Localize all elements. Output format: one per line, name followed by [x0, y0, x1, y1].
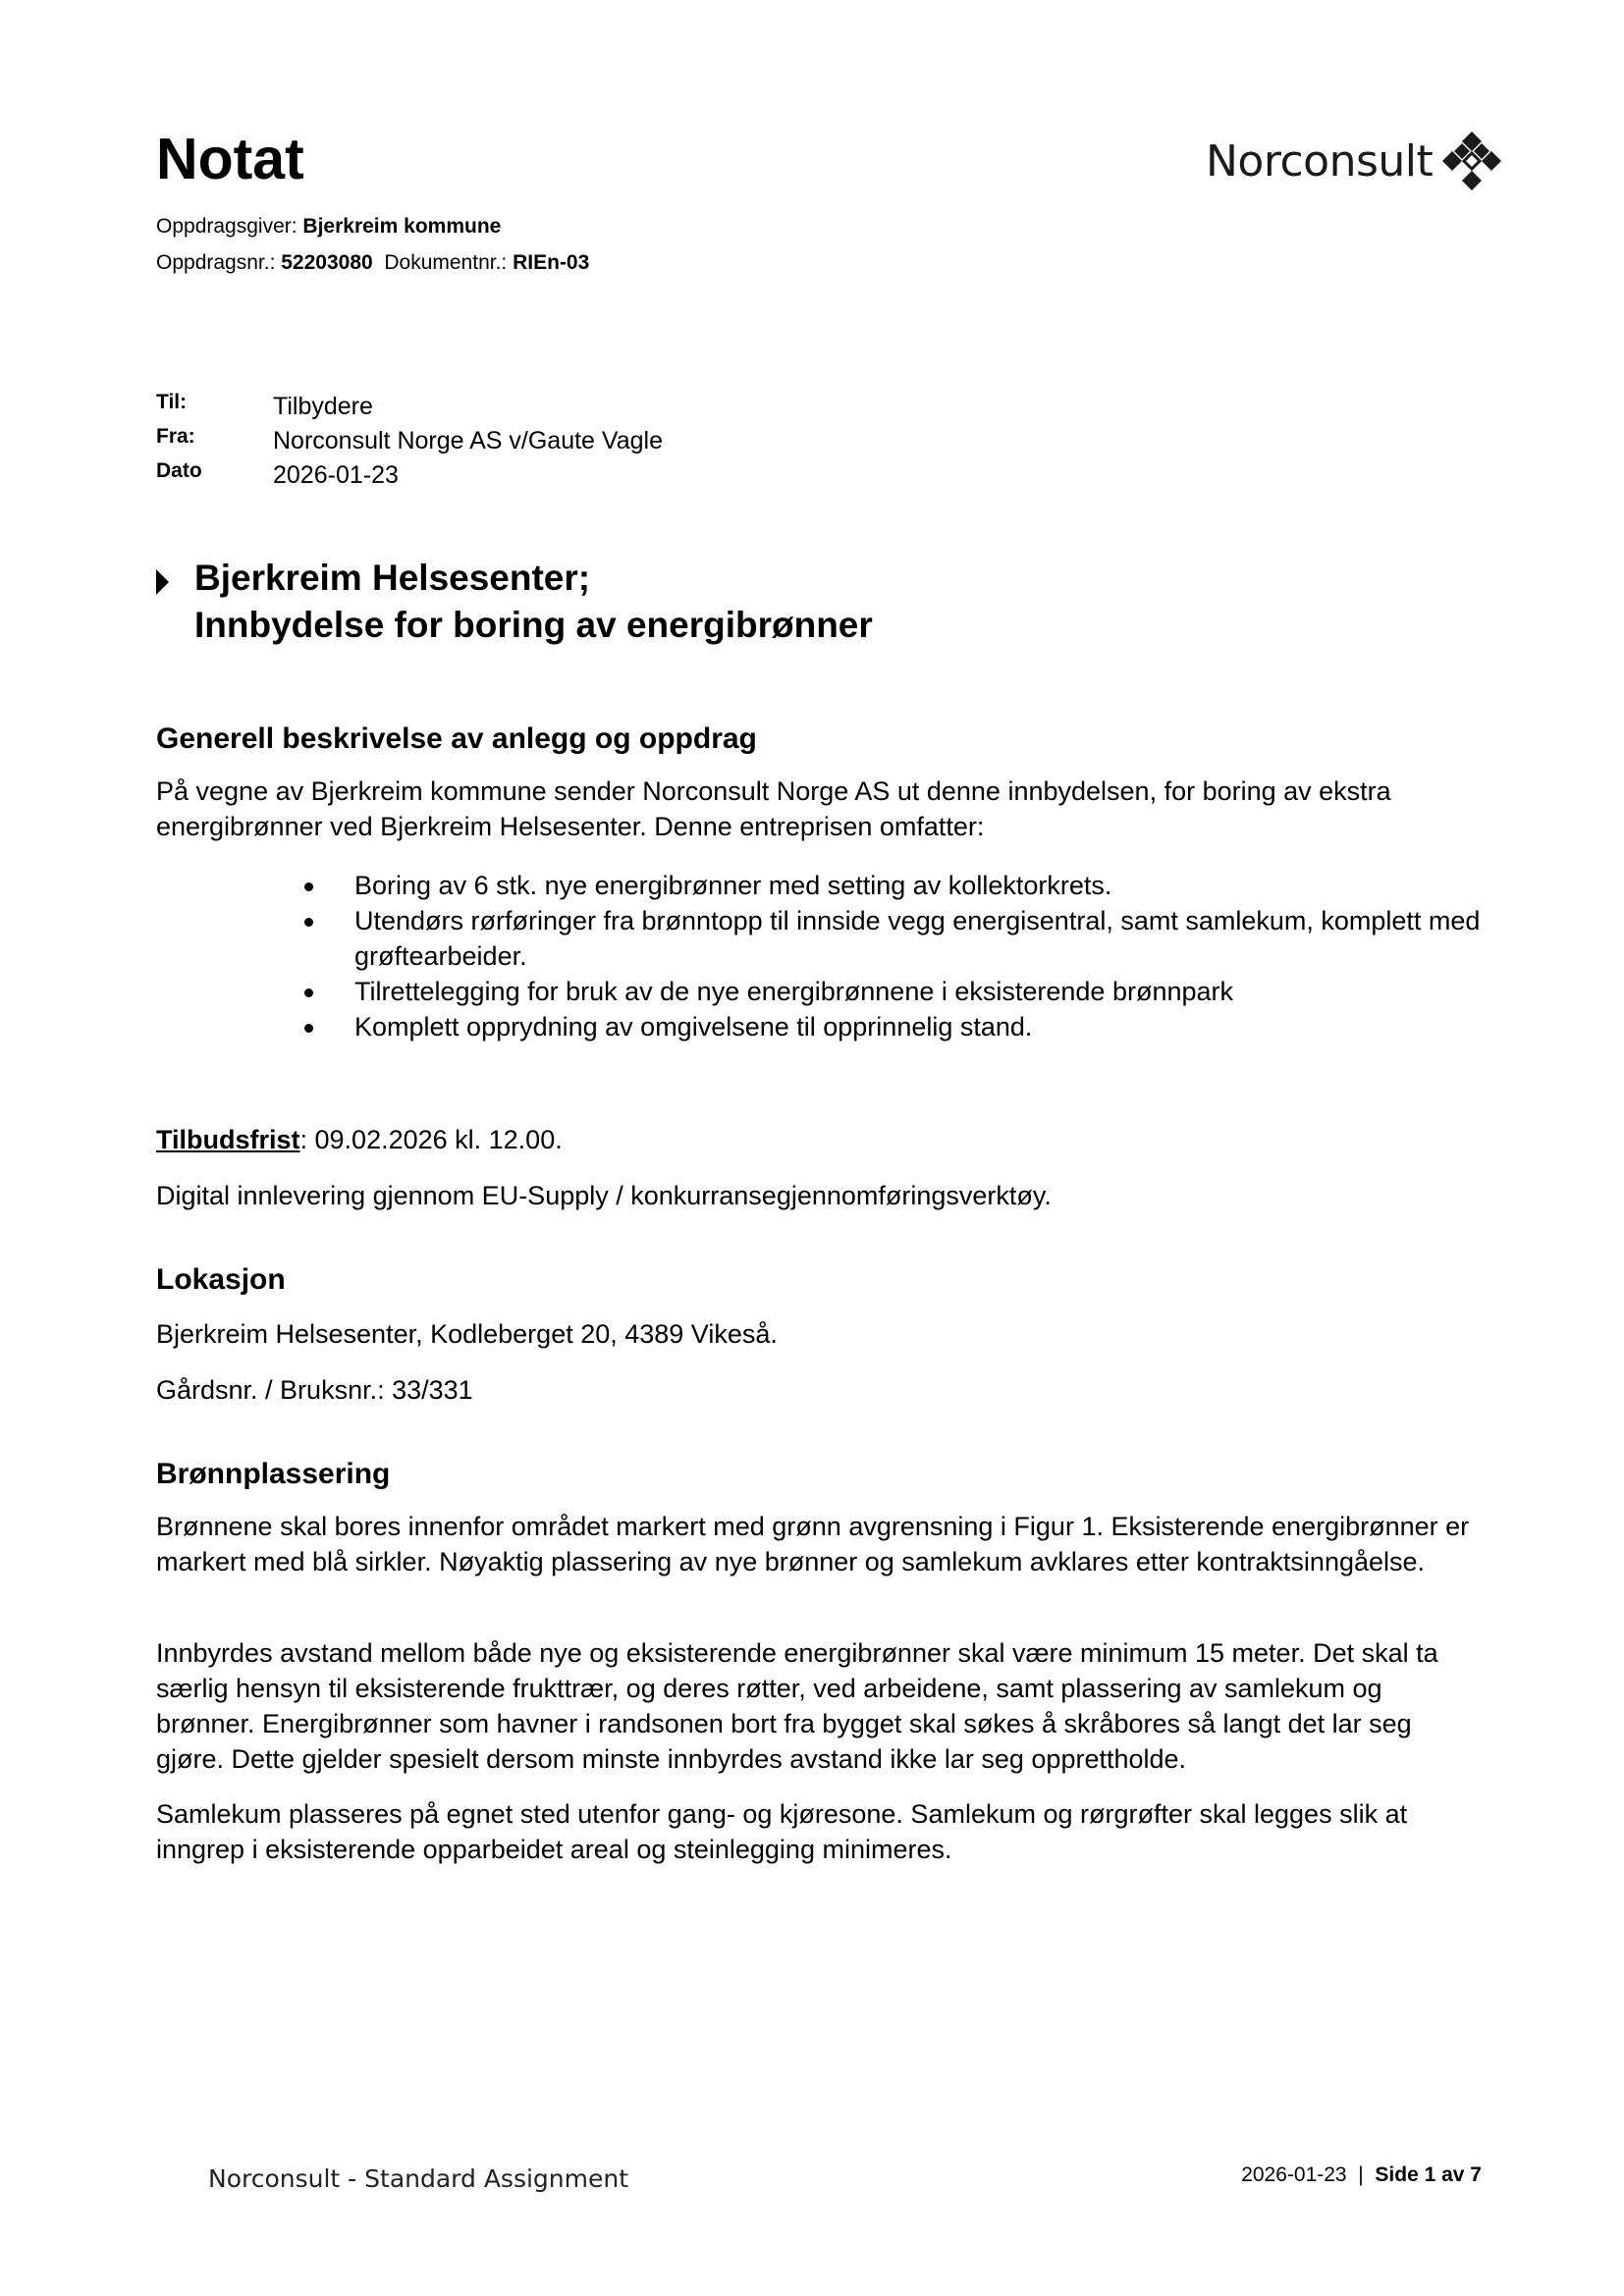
document-number: RIEn-03: [513, 251, 590, 274]
list-item: [304, 868, 1483, 903]
document-title: Notat: [156, 127, 304, 191]
footer-date: 2026-01-23: [1241, 2163, 1347, 2186]
assignment-number: 52203080: [281, 251, 373, 274]
assignment-label: Oppdragsnr.:: [156, 251, 276, 274]
location-address: Bjerkreim Helsesenter, Kodleberget 20, 4389 Vikeså.: [156, 1319, 778, 1349]
heading-placement: Brønnplassering: [156, 1458, 391, 1490]
to-label: Til:: [156, 391, 188, 413]
heading-location: Lokasjon: [156, 1263, 286, 1296]
document-number-label: Dokumentnr.:: [384, 251, 508, 274]
bullet-icon: [304, 1024, 313, 1033]
from-value: Norconsult Norge AS v/Gaute Vagle: [273, 427, 663, 454]
footer-page-info: [1241, 2163, 1482, 2187]
list-item: [304, 974, 1483, 1009]
diamond-logo-icon: [1440, 130, 1503, 192]
placement-paragraph-1: Brønnene skal bores innenfor området markert med grønn avgrensning i Figur 1. Eksisterende energibrønner er markert med blå sirkler. Nøyaktig plassering av nye brønner og samlekum avklares etter kontraktsinngåelse.: [156, 1512, 1470, 1576]
scope-list: [304, 868, 1483, 1044]
list-item-text: Komplett opprydning av omgivelsene til opprinnelig stand.: [354, 1012, 1033, 1041]
deadline-line: [156, 1122, 1477, 1157]
triangle-right-icon: [156, 569, 169, 595]
footer-template-name: Norconsult - Standard Assignment: [208, 2164, 629, 2193]
norconsult-logo: [1206, 130, 1503, 192]
footer-separator: |: [1358, 2163, 1364, 2186]
list-item: [304, 903, 1483, 974]
subject-line-1: Bjerkreim Helsesenter;: [194, 558, 591, 598]
client-line: [156, 215, 501, 239]
list-item-text: Tilrettelegging for bruk av de nye energibrønnene i eksisterende brønnpark: [354, 977, 1233, 1006]
delivery-note: Digital innlevering gjennom EU-Supply / konkurransegjennomføringsverktøy.: [156, 1181, 1052, 1210]
deadline-value: : 09.02.2026 kl. 12.00.: [299, 1125, 563, 1154]
list-item-text: Boring av 6 stk. nye energibrønner med setting av kollektorkrets.: [354, 871, 1112, 900]
page-number: Side 1 av 7: [1375, 2163, 1482, 2186]
from-label: Fra:: [156, 425, 195, 448]
list-item: [304, 1009, 1483, 1044]
general-intro: På vegne av Bjerkreim kommune sender Norconsult Norge AS ut denne innbydelsen, for boring av ekstra energibrønner ved Bjerkreim Helsesenter. Denne entreprisen omfatter:: [156, 776, 1391, 841]
bullet-icon: [304, 988, 313, 997]
list-item-text: Utendørs rørføringer fra brønntopp til innside vegg energisentral, samt samlekum, komplett med grøftearbeider.: [354, 906, 1481, 971]
bullet-icon: [304, 918, 313, 927]
date-label: Dato: [156, 459, 202, 482]
assignment-line: [156, 251, 589, 275]
client-label: Oppdragsgiver:: [156, 215, 298, 238]
deadline-label: Tilbudsfrist: [156, 1125, 300, 1154]
client-value: Bjerkreim kommune: [302, 215, 502, 238]
date-value: 2026-01-23: [273, 461, 399, 489]
to-value: Tilbydere: [273, 393, 373, 420]
heading-general: Generell beskrivelse av anlegg og oppdrag: [156, 722, 757, 755]
placement-paragraph-2: Innbyrdes avstand mellom både nye og eksisterende energibrønner skal være minimum 15 meter. Det skal ta særlig hensyn til eksisterende frukttrær, og deres røtter, ved arbeidene, samt plassering av samlekum og brønner. Energibrønner som havner i randsonen bort fra bygget skal søkes å skråbores så langt det lar seg gjøre. Dette gjelder spesielt dersom minste innbyrdes avstand ikke lar seg opprettholde.: [156, 1638, 1438, 1774]
bullet-icon: [304, 882, 313, 891]
logo-wordmark: Norconsult: [1206, 135, 1434, 187]
subject-line-2: Innbydelse for boring av energibrønner: [194, 605, 873, 645]
property-number: Gårdsnr. / Bruksnr.: 33/331: [156, 1375, 473, 1405]
placement-paragraph-3: Samlekum plasseres på egnet sted utenfor gang- og kjøresone. Samlekum og rørgrøfter skal legges slik at inngrep i eksisterende opparbeidet areal og steinlegging minimeres.: [156, 1799, 1408, 1864]
